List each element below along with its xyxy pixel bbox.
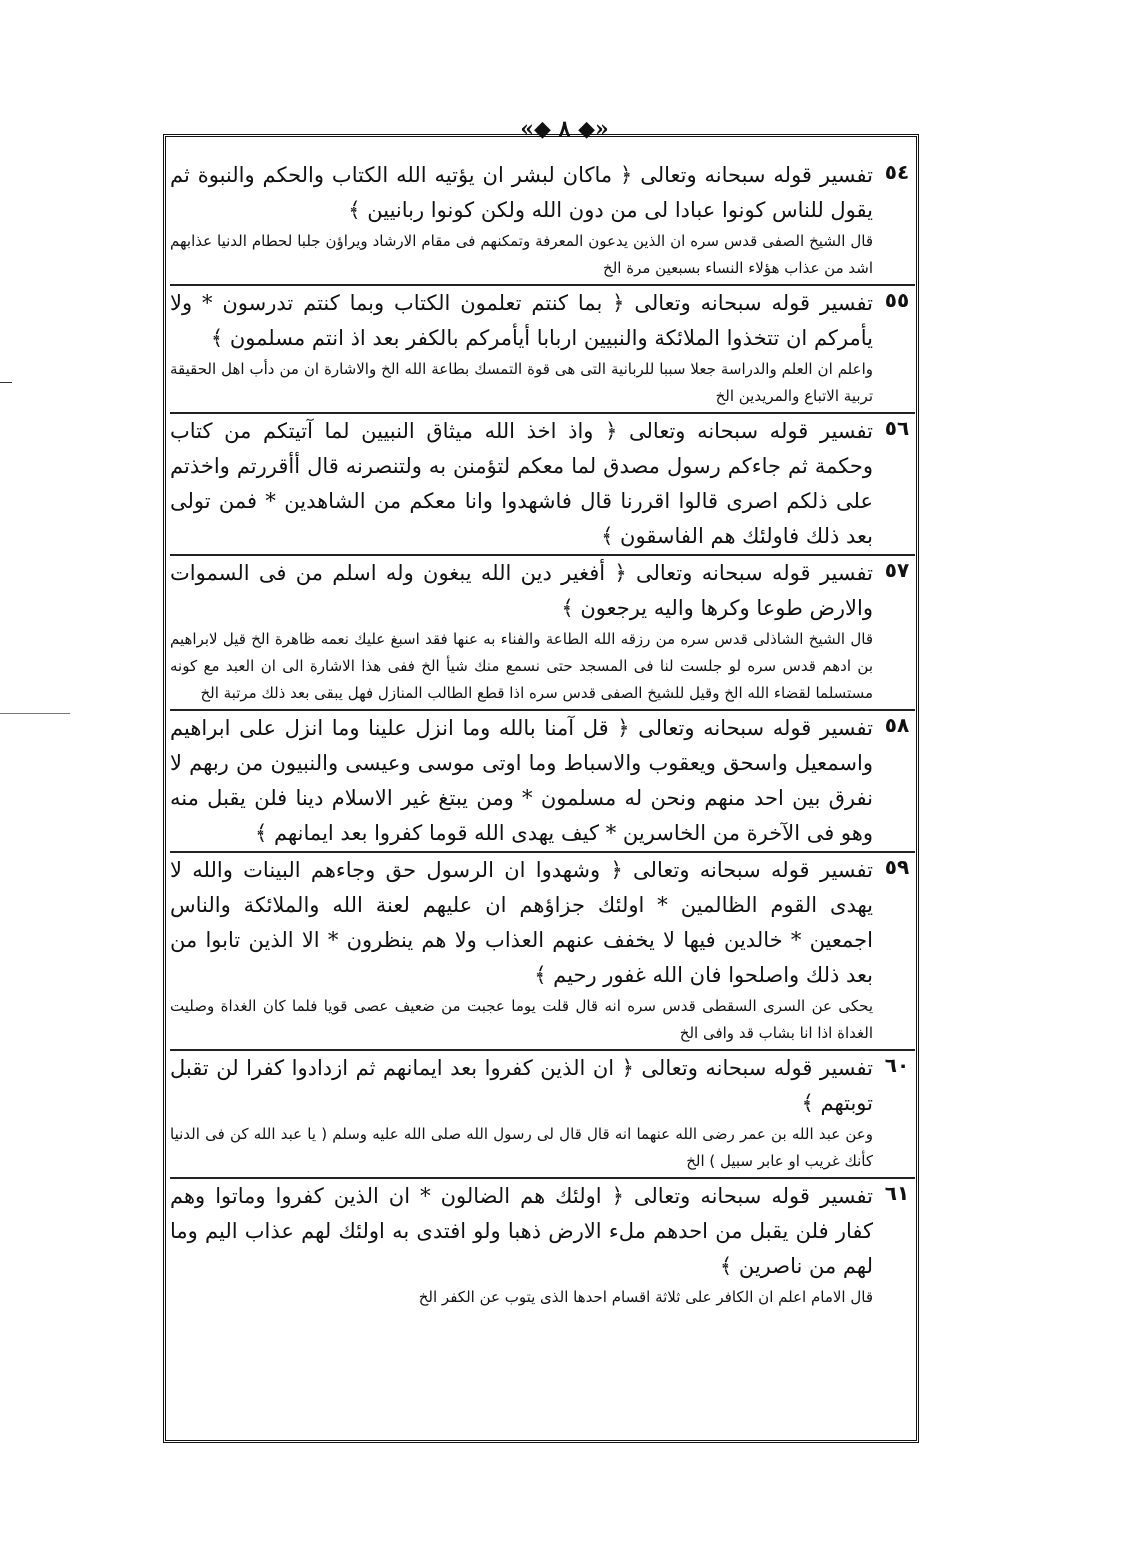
entry-text: تفسير قوله سبحانه وتعالى ﴿ واذ اخذ الله ميثاق النبيين لما آتيتكم من كتاب وحكمة ثم جاءكم رسول مصدق لما معكم لتؤمنن به ولتنصرنه قال أأقررتم واخذتم على ذلكم اصرى قالوا اقررنا قال فاشهدوا وانا معكم من الشاهدين * فمن تولى بعد ذلك فاولئك هم الفاسقون ﴾ — [170, 419, 873, 548]
entry-text: تفسير قوله سبحانه وتعالى ﴿ قل آمنا بالله وما انزل علينا وما انزل على ابراهيم واسمعيل واسحق ويعقوب والاسباط وما اوتى موسى وعيسى والنبيون من ربهم لا نفرق بين احد منهم ونحن له مسلمون * ومن يبتغ غير الاسلام دينا فلن يقبل منه وهو فى الآخرة من الخاسرين * كيف يهدى الله قوما كفروا بعد ايمانهم ﴾ — [170, 716, 873, 845]
entry-note: قال الشيخ الشاذلى قدس سره من رزقه الله الطاعة والفناء به عنها فقد اسبغ عليك نعمه ظاهرة الخ قيل لابراهيم بن ادهم قدس سره لو جلست لنا فى المسجد حتى نسمع منك شيأ الخ ففى هذا الاشارة الى ان العبد مع كونه مستسلما لقضاء الله الخ وقيل للشيخ الصفى قدس سره اذا قطع الطالب المنازل فهل يبقى بعد ذلك مرتبة الخ — [170, 630, 873, 702]
entry-59 — [170, 853, 915, 1051]
entry-note: قال الشيخ الصفى قدس سره ان الذين يدعون المعرفة وتمكنهم فى مقام الارشاد ويراؤن جلبا لحطام الدنيا عذابهم اشد من عذاب هؤلاء النساء بسبعين مرة الخ — [170, 232, 873, 277]
page-number-header: «◆ ٨ ◆» — [520, 116, 609, 142]
scan-artifact — [0, 382, 12, 383]
entry-text: تفسير قوله سبحانه وتعالى ﴿ اولئك هم الضالون * ان الذين كفروا وماتوا وهم كفار فلن يقبل من احدهم ملء الارض ذهبا ولو افتدى به اولئك لهم عذاب اليم وما لهم من ناصرين ﴾ — [170, 1184, 873, 1278]
entry-number: ٥٩ — [884, 855, 910, 879]
entry-text: تفسير قوله سبحانه وتعالى ﴿ ماكان لبشر ان يؤتيه الله الكتاب والحكم والنبوة ثم يقول للناس كونوا عبادا لى من دون الله ولكن كونوا ربانيين ﴾ — [170, 163, 873, 222]
page-content — [170, 158, 915, 1438]
entry-number: ٦٠ — [884, 1053, 910, 1077]
entry-number: ٦١ — [884, 1181, 910, 1205]
entry-55 — [170, 286, 915, 414]
entry-text: تفسير قوله سبحانه وتعالى ﴿ وشهدوا ان الرسول حق وجاءهم البينات والله لا يهدى القوم الظالمين * اولئك جزاؤهم ان عليهم لعنة الله والملائكة والناس اجمعين * خالدين فيها لا يخفف عنهم العذاب ولا هم ينظرون * الا الذين تابوا من بعد ذلك واصلحوا فان الله غفور رحيم ﴾ — [170, 858, 873, 987]
entry-note: قال الامام اعلم ان الكافر على ثلاثة اقسام احدها الذى يتوب عن الكفر الخ — [418, 1288, 873, 1306]
entry-61 — [170, 1179, 915, 1313]
entry-number: ٥٦ — [884, 416, 910, 440]
entry-58 — [170, 711, 915, 853]
entry-57 — [170, 556, 915, 711]
entry-note: واعلم ان العلم والدراسة جعلا سببا للربانية التى هى قوة التمسك بطاعة الله الخ والاشارة ان من دأب اهل الحقيقة تربية الاتباع والمريدين الخ — [170, 360, 873, 405]
entry-note: وعن عبد الله بن عمر رضى الله عنهما انه قال قال لى رسول الله صلى الله عليه وسلم ( يا عبد الله كن فى الدنيا كأنك غريب او عابر سبيل ) الخ — [170, 1125, 873, 1170]
entry-number: ٥٤ — [884, 160, 910, 184]
scan-artifact — [0, 713, 70, 714]
entry-60 — [170, 1051, 915, 1179]
entry-56 — [170, 414, 915, 556]
entry-text: تفسير قوله سبحانه وتعالى ﴿ ان الذين كفروا بعد ايمانهم ثم ازدادوا كفرا لن تقبل توبتهم ﴾ — [170, 1056, 873, 1115]
entry-text: تفسير قوله سبحانه وتعالى ﴿ أفغير دين الله يبغون وله اسلم من فى السموات والارض طوعا وكرها واليه يرجعون ﴾ — [170, 561, 873, 620]
entry-number: ٥٧ — [884, 558, 910, 582]
entry-number: ٥٨ — [884, 713, 910, 737]
entry-note: يحكى عن السرى السقطى قدس سره انه قال قلت يوما عجبت من ضعيف عصى قويا فلما كان الغداة وصليت الغداة اذا انا بشاب قد وافى الخ — [170, 997, 873, 1042]
entry-text: تفسير قوله سبحانه وتعالى ﴿ بما كنتم تعلمون الكتاب وبما كنتم تدرسون * ولا يأمركم ان تتخذوا الملائكة والنبيين اربابا أيأمركم بالكفر بعد اذ انتم مسلمون ﴾ — [170, 291, 873, 350]
entry-54 — [170, 158, 915, 286]
entry-number: ٥٥ — [884, 288, 910, 312]
